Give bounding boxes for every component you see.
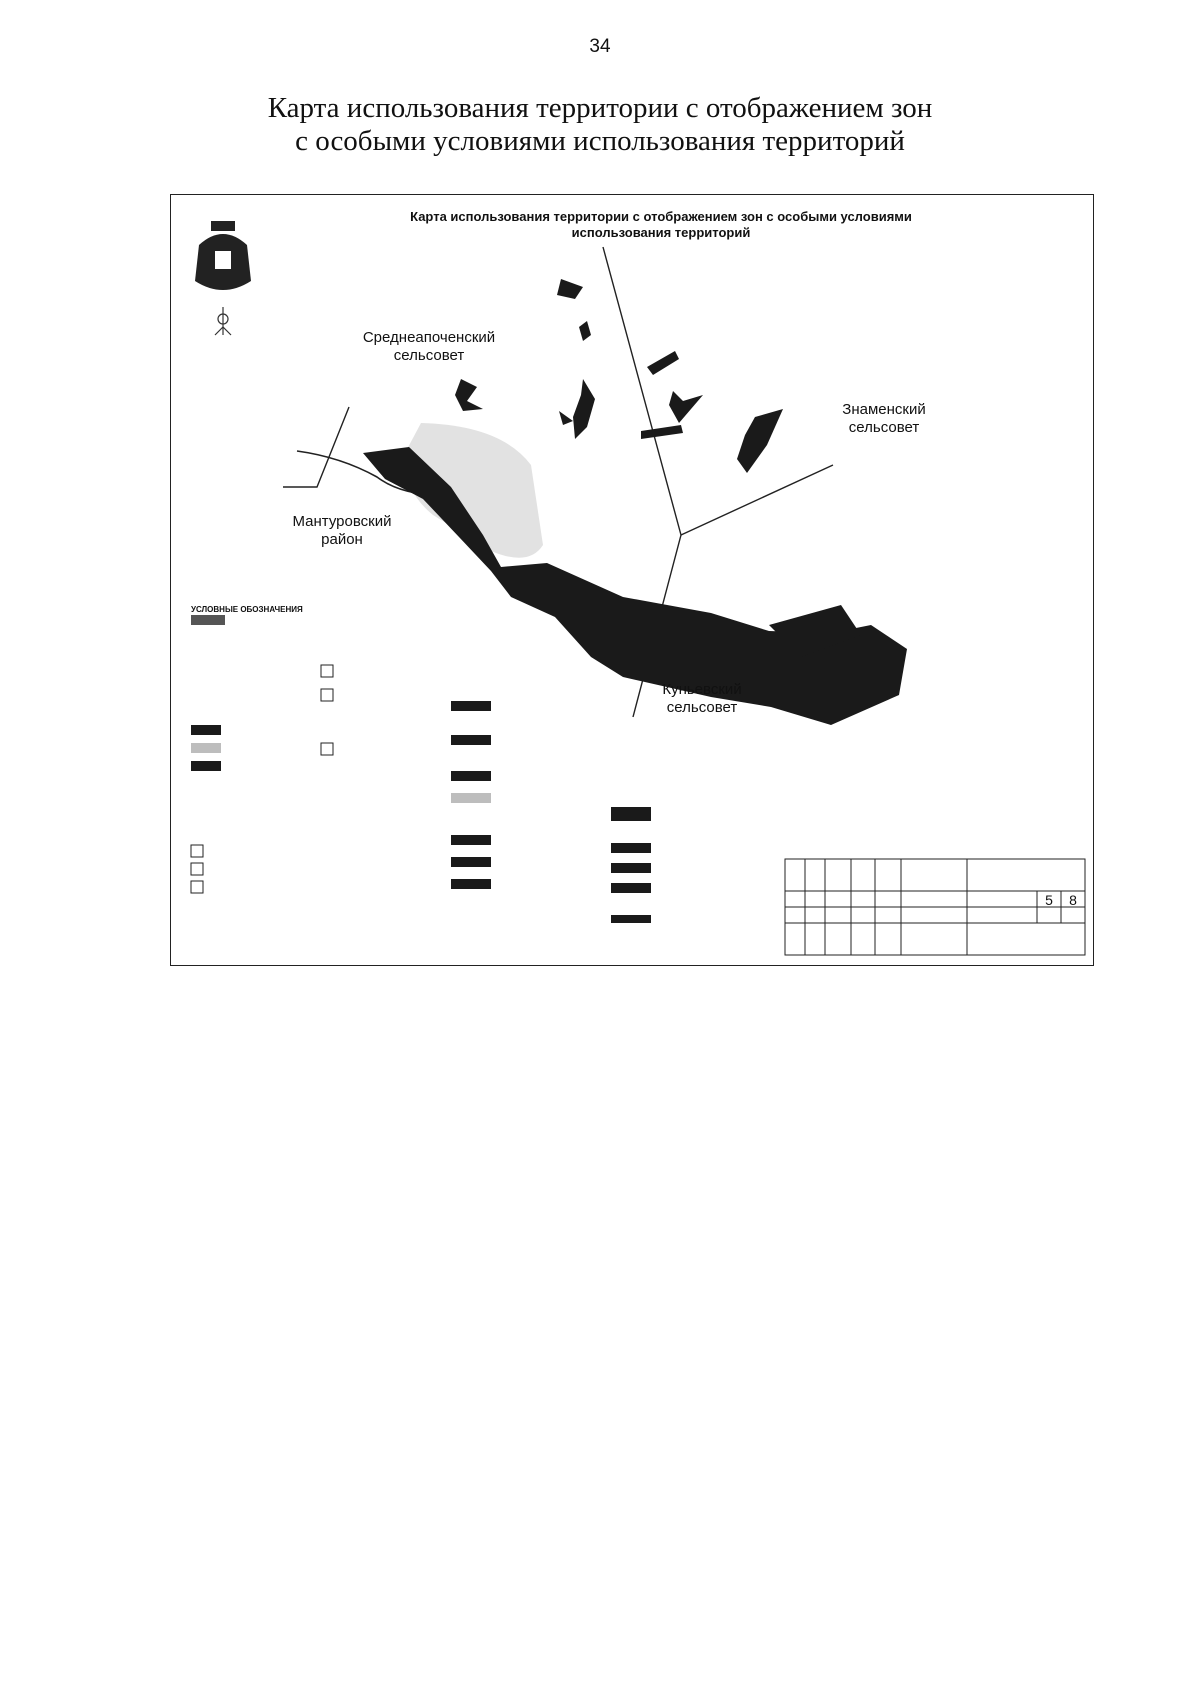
label-znamensky: Знаменский сельсовет: [842, 401, 926, 436]
document-title-line2: с особыми условиями использования территорий: [295, 125, 905, 157]
page-number: 34: [589, 36, 611, 57]
map-title: [311, 209, 1011, 241]
label-sredneapochensky: Среднеапоченский сельсовет: [362, 329, 496, 364]
label-kunyevsky: Куньевский сельсовет: [662, 681, 742, 716]
map-title-line1: Карта использования территории с отображением зон с особыми условиями: [410, 209, 912, 224]
legend-heading: УСЛОВНЫЕ ОБОЗНАЧЕНИЯ: [191, 605, 303, 614]
sheet-count: 8: [1069, 892, 1077, 908]
document-title-line1: Карта использования территории с отображением зон: [267, 92, 933, 124]
map-drawing: [171, 195, 1093, 965]
document-title: [0, 92, 1200, 158]
coat-of-arms-icon: [195, 221, 251, 290]
legend-region: [191, 615, 651, 923]
sheet-number: 5: [1045, 892, 1053, 908]
map-frame: [170, 194, 1094, 966]
label-manturovsky: Мантуровский район: [292, 513, 392, 548]
map-title-line2: использования территорий: [571, 225, 751, 240]
north-arrow-icon: [215, 307, 231, 335]
territory-band: [363, 447, 907, 725]
